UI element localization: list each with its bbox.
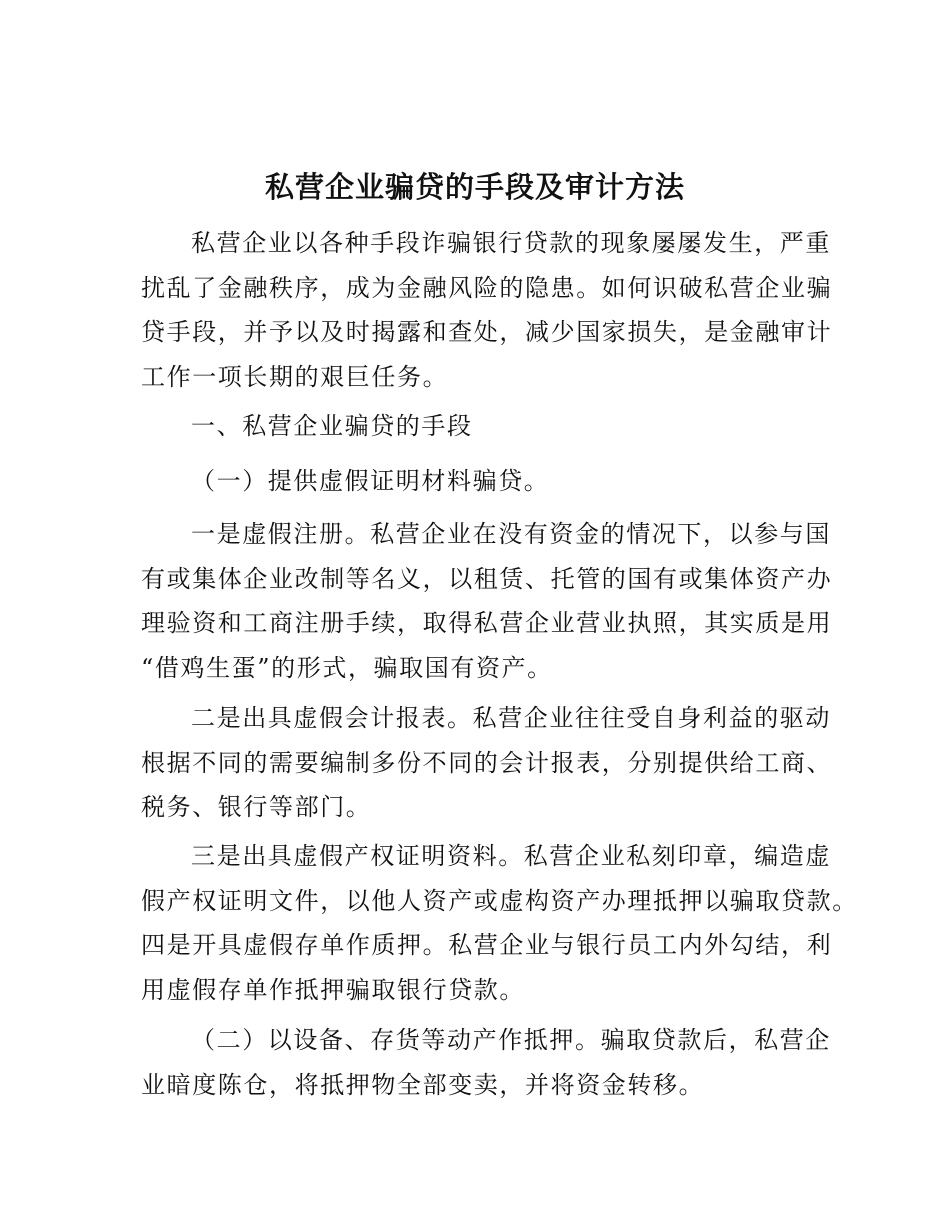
paragraph-line: 贷手段，并予以及时揭露和查处，减少国家损失，是金融审计 [141,318,833,346]
paragraph-line: 有或集体企业改制等名义，以租赁、托管的国有或集体资产办 [141,564,833,593]
paragraph-line: 一是虚假注册。私营企业在没有资金的情况下，以参与国 [191,520,831,548]
section-heading-text: 一、私营企业骗贷的手段 [191,412,473,440]
paragraph-line: 假产权证明文件，以他人资产或虚构资产办理抵押以骗取贷款。 [141,886,858,915]
paragraph-point-1 [141,512,831,690]
paragraph-line: 理验资和工商注册手续，取得私营企业营业执照，其实质是用 [141,609,833,637]
paragraph-line: 四是开具虚假存单作质押。私营企业与银行员工内外勾结，利 [141,931,833,959]
paragraph-line: 业暗度陈仓，将抵押物全部变卖，并将资金转移。 [141,1070,705,1099]
section-heading [141,404,831,449]
paragraph-line: 扰乱了金融秩序，成为金融风险的隐患。如何识破私营企业骗 [141,273,833,302]
paragraph-line: 根据不同的需要编制多份不同的会计报表，分别提供给工商、 [141,748,833,777]
paragraph-line: 用虚假存单作抵押骗取银行贷款。 [141,975,525,1004]
paragraph-line: 税务、银行等部门。 [141,793,372,821]
paragraph-point-2 [141,696,831,830]
paragraph-line: （二）以设备、存货等动产作抵押。骗取贷款后，私营企 [191,1026,831,1054]
subsection-heading [141,459,831,504]
paragraph-line: 三是出具虚假产权证明资料。私营企业私刻印章，编造虚 [191,842,831,870]
paragraph-subsection-2 [141,1018,831,1107]
document-title: 私营企业骗贷的手段及审计方法 [264,170,685,204]
paragraph-line: 私营企业以各种手段诈骗银行贷款的现象屡屡发生，严重 [191,229,831,257]
paragraph-intro [141,221,831,399]
subsection-heading-text: （一）提供虚假证明材料骗贷。 [191,467,550,495]
paragraph-line: 工作一项长期的艰巨任务。 [141,362,449,391]
paragraph-point-3 [141,834,858,1012]
paragraph-line: 二是出具虚假会计报表。私营企业往往受自身利益的驱动 [191,704,831,732]
paragraph-line: “借鸡生蛋”的形式，骗取国有资产。 [141,653,553,682]
